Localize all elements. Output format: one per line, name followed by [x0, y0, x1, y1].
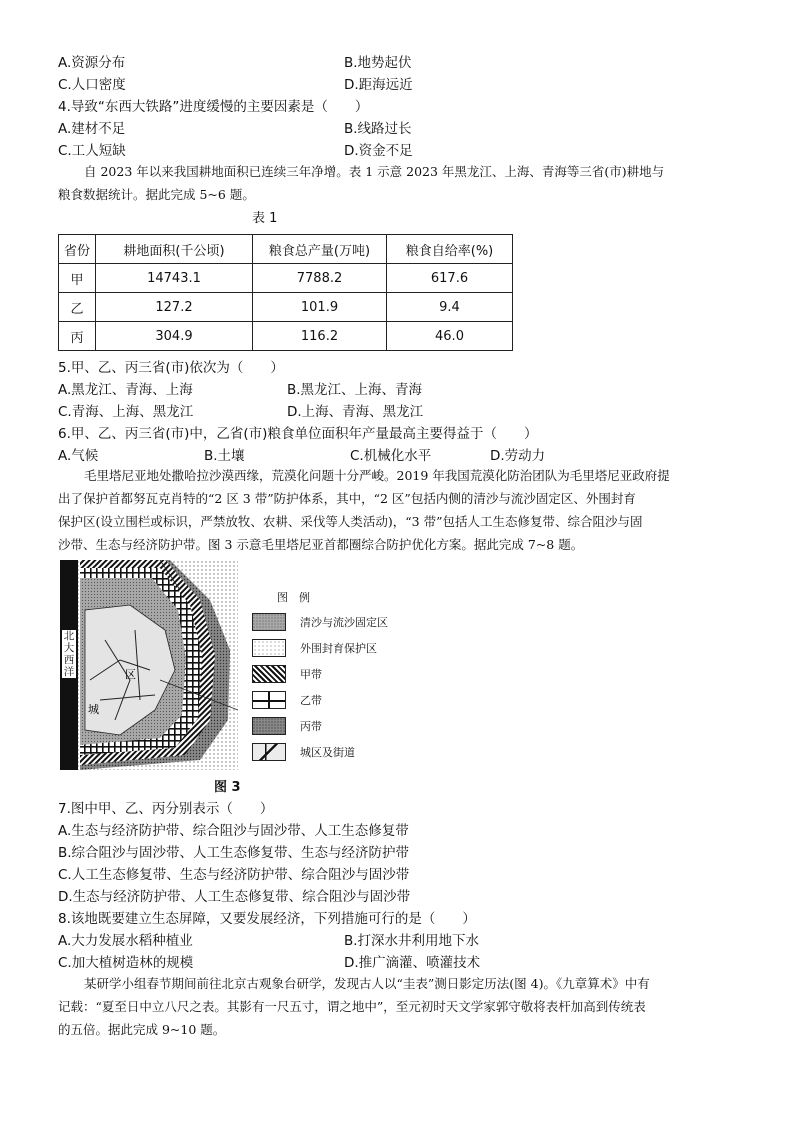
legend-item	[252, 665, 322, 683]
q8-option-b: B.打深水井利用地下水	[344, 933, 480, 949]
legend-item	[252, 613, 388, 631]
intro-5-6-line: 粮食数据统计。据此完成 5~6 题。	[58, 187, 255, 202]
intro-5-6	[58, 160, 740, 206]
map-label-cheng: 城	[88, 703, 99, 716]
q5-option-b: B.黑龙江、上海、青海	[287, 382, 423, 398]
table-cell: 丙	[59, 322, 96, 351]
legend-title: 图 例	[277, 591, 310, 604]
intro-9-10	[58, 972, 740, 1041]
q8-option-c: C.加大植树造林的规模	[58, 955, 194, 971]
ocean-label: 北大西洋	[63, 630, 75, 678]
q3-option-b: B.地势起伏	[344, 55, 412, 71]
q4-option-b: B.线路过长	[344, 121, 412, 137]
q4-option-d: D.资金不足	[344, 143, 413, 159]
table-row	[59, 322, 513, 351]
q6-option-b: B.土壤	[204, 448, 245, 464]
legend-item	[252, 691, 322, 709]
q3-option-d: D.距海远近	[344, 77, 413, 93]
q8-stem: 8.该地既要建立生态屏障，又要发展经济，下列措施可行的是（ ）	[58, 911, 476, 927]
q8-option-d: D.推广滴灌、喷灌技术	[344, 955, 481, 971]
table-cell: 7788.2	[253, 264, 387, 293]
table-row	[59, 293, 513, 322]
intro-9-10-line: 记载：“夏至日中立八尺之表。其影有一尺五寸，谓之地中”，至元初时天文学家郭守敬将表杆加高到传统表	[58, 999, 646, 1014]
table-header-cell: 粮食自给率(%)	[387, 235, 513, 264]
map-label-qu: 区	[125, 668, 136, 681]
intro-5-6-line: 自 2023 年以来我国耕地面积已连续三年净增。表 1 示意 2023 年黑龙江、上海、青海等三省(市)耕地与	[84, 164, 665, 179]
table-header-cell: 耕地面积(千公顷)	[96, 235, 253, 264]
q7-option-b: B.综合阻沙与固沙带、人工生态修复带、生态与经济防护带	[58, 845, 410, 861]
table-header-cell: 省份	[59, 235, 96, 264]
q5-stem: 5.甲、乙、丙三省(市)依次为（ ）	[58, 360, 284, 376]
legend-item	[252, 743, 355, 761]
table-cell: 14743.1	[96, 264, 253, 293]
q7-stem: 7.图中甲、乙、丙分别表示（ ）	[58, 801, 274, 817]
q4-stem: 4.导致“东西大铁路”进度缓慢的主要因素是（ ）	[58, 99, 369, 115]
legend-item	[252, 717, 322, 735]
table-cell: 101.9	[253, 293, 387, 322]
q6-option-c: C.机械化水平	[350, 448, 432, 464]
table-header-cell: 粮食总产量(万吨)	[253, 235, 387, 264]
q5-option-c: C.青海、上海、黑龙江	[58, 404, 194, 420]
q6-option-d: D.劳动力	[490, 448, 546, 464]
q6-stem: 6.甲、乙、丙三省(市)中，乙省(市)粮食单位面积年产量最高主要得益于（ ）	[58, 426, 538, 442]
dotted-gray-swatch-icon	[252, 613, 286, 631]
table-cell: 127.2	[96, 293, 253, 322]
table1-caption: 表 1	[252, 211, 278, 226]
fig3-caption: 图 3	[214, 780, 241, 795]
table-cell: 甲	[59, 264, 96, 293]
table-header-row	[59, 235, 513, 264]
table-cell: 9.4	[387, 293, 513, 322]
legend-label: 丙带	[300, 720, 322, 733]
table-cell: 617.6	[387, 264, 513, 293]
q7-option-d: D.生态与经济防护带、人工生态修复带、综合阻沙与固沙带	[58, 889, 411, 905]
intro-7-8-line: 保护区(设立围栏或标识，严禁放牧、农耕、采伐等人类活动)，“3 带”包括人工生态修复带、综合阻沙与固	[58, 514, 643, 529]
intro-7-8	[58, 464, 740, 556]
table-row	[59, 264, 513, 293]
legend-label: 清沙与流沙固定区	[300, 616, 388, 629]
legend-label: 外围封育保护区	[300, 642, 377, 655]
intro-7-8-line: 出了保护首都努瓦克肖特的“2 区 3 带”防护体系，其中，“2 区”包括内侧的清沙与流沙固定区、外围封育	[58, 491, 636, 506]
q3-option-c: C.人口密度	[58, 77, 126, 93]
q7-option-a: A.生态与经济防护带、综合阻沙与固沙带、人工生态修复带	[58, 823, 409, 839]
legend-item	[252, 639, 377, 657]
hatched-swatch-icon	[252, 665, 286, 683]
intro-9-10-line: 某研学小组春节期间前往北京古观象台研学，发现古人以“圭表”测日影定历法(图 4)。《九章算术》中有	[84, 976, 650, 991]
q5-option-a: A.黑龙江、青海、上海	[58, 382, 193, 398]
table-cell: 乙	[59, 293, 96, 322]
table-cell: 116.2	[253, 322, 387, 351]
intro-7-8-line: 沙带、生态与经济防护带。图 3 示意毛里塔尼亚首都圈综合防护优化方案。据此完成 7~8 题。	[58, 537, 584, 552]
q3-option-a: A.资源分布	[58, 55, 126, 71]
q5-option-d: D.上海、青海、黑龙江	[287, 404, 424, 420]
dotted-white-swatch-icon	[252, 639, 286, 657]
table-cell: 304.9	[96, 322, 253, 351]
fig3-map	[60, 560, 238, 770]
q6-option-a: A.气候	[58, 448, 99, 464]
q7-option-c: C.人工生态修复带、生态与经济防护带、综合阻沙与固沙带	[58, 867, 410, 883]
q4-option-c: C.工人短缺	[58, 143, 126, 159]
q4-option-a: A.建材不足	[58, 121, 126, 137]
legend-label: 甲带	[300, 668, 322, 681]
intro-9-10-line: 的五倍。据此完成 9~10 题。	[58, 1022, 226, 1037]
legend-label: 城区及街道	[300, 746, 355, 759]
table-cell: 46.0	[387, 322, 513, 351]
intro-7-8-line: 毛里塔尼亚地处撒哈拉沙漠西缘，荒漠化问题十分严峻。2019 年我国荒漠化防治团队为毛里塔尼亚政府提	[84, 468, 670, 483]
street-swatch-icon	[252, 743, 286, 761]
grid-swatch-icon	[252, 691, 286, 709]
q8-option-a: A.大力发展水稻种植业	[58, 933, 193, 949]
table1	[58, 234, 513, 351]
dark-dotted-swatch-icon	[252, 717, 286, 735]
legend-label: 乙带	[300, 694, 322, 707]
